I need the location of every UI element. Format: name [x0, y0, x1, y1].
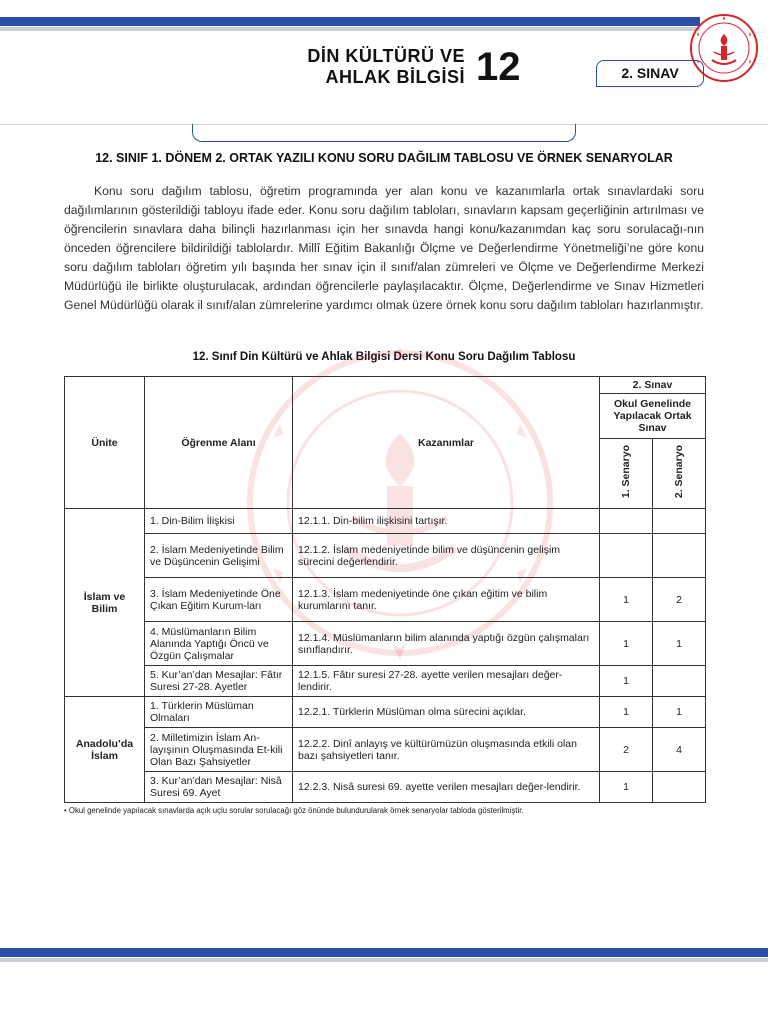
outcome-cell: 12.1.4. Müslümanların bilim alanında yaptığı özgün çalışmaları sınıflandırır. — [293, 622, 600, 666]
scenario-2-cell: 4 — [653, 728, 706, 772]
learning-area-cell: 1. Türklerin Müslüman Olmaları — [145, 697, 293, 728]
course-title-line1: DİN KÜLTÜRÜ VE — [307, 46, 465, 66]
table-row — [65, 578, 706, 622]
scenario-2-cell: 1 — [653, 622, 706, 666]
outcome-cell: 12.1.2. İslam medeniyetinde bilim ve düşüncenin gelişim sürecini değerlendirir. — [293, 534, 600, 578]
scenario-2-cell — [653, 509, 706, 534]
header-bracket-decoration — [192, 124, 576, 142]
outcome-cell: 12.2.2. Dinî anlayış ve kültürümüzün oluşmasında etkili olan bazı şahsiyetleri tanır. — [293, 728, 600, 772]
learning-area-cell: 3. Kur’an’dan Mesajlar: Nisâ Suresi 69. Ayet — [145, 772, 293, 803]
scenario-1-cell: 2 — [600, 728, 653, 772]
outcome-cell: 12.1.1. Din-bilim ilişkisini tartışır. — [293, 509, 600, 534]
header-scenario-1: 1. Senaryo — [600, 439, 653, 509]
learning-area-cell: 1. Din-Bilim İlişkisi — [145, 509, 293, 534]
exam-badge: 2. SINAV — [596, 60, 704, 87]
unit-name: İslam ve Bilim — [65, 509, 145, 697]
scenario-2-cell — [653, 534, 706, 578]
header-exam: 2. Sınav — [600, 377, 706, 394]
header-school-wide-exam: Okul Genelinde Yapılacak Ortak Sınav — [600, 394, 706, 439]
bottom-stripe-shadow — [0, 958, 768, 962]
distribution-table — [64, 376, 706, 803]
course-title-line2: AHLAK BİLGİSİ — [325, 67, 465, 87]
scenario-2-cell: 1 — [653, 697, 706, 728]
scenario-2-cell — [653, 666, 706, 697]
outcome-cell: 12.1.3. İslam medeniyetinde öne çıkan eğitim ve bilim kurumlarını tanır. — [293, 578, 600, 622]
table-row — [65, 534, 706, 578]
table-caption: 12. Sınıf Din Kültürü ve Ahlak Bilgisi Dersi Konu Soru Dağılım Tablosu — [192, 351, 576, 363]
table-row — [65, 728, 706, 772]
table-footnote: • Okul genelinde yapılacak sınavlarda açık uçlu sorular sorulacağı göz önünde bulundurularak örnek senaryolar tabloda gösterilmiştir. — [64, 806, 524, 815]
learning-area-cell: 3. İslam Medeniyetinde Öne Çıkan Eğitim Kurum-ları — [145, 578, 293, 622]
top-stripe-shadow — [0, 27, 700, 31]
top-stripe — [0, 17, 700, 26]
outcome-cell: 12.2.1. Türklerin Müslüman olma sürecini açıklar. — [293, 697, 600, 728]
scenario-2-cell: 2 — [653, 578, 706, 622]
learning-area-cell: 4. Müslümanların Bilim Alanında Yaptığı Öncü ve Özgün Çalışmalar — [145, 622, 293, 666]
header-unit: Ünite — [65, 377, 145, 509]
learning-area-cell: 5. Kur’an’dan Mesajlar: Fâtır Suresi 27-28. Ayetler — [145, 666, 293, 697]
scenario-1-cell: 1 — [600, 622, 653, 666]
scenario-1-cell — [600, 509, 653, 534]
header-scenario-2: 2. Senaryo — [653, 439, 706, 509]
bottom-stripe — [0, 948, 768, 957]
scenario-2-cell — [653, 772, 706, 803]
table-row — [65, 509, 706, 534]
outcome-cell: 12.1.5. Fâtır suresi 27-28. ayette verilen mesajları değer-lendirir. — [293, 666, 600, 697]
outcome-cell: 12.2.3. Nisâ suresi 69. ayette verilen mesajları değer-lendirir. — [293, 772, 600, 803]
grade-number: 12 — [476, 45, 521, 89]
document-heading: 12. SINIF 1. DÖNEM 2. ORTAK YAZILI KONU SORU DAĞILIM TABLOSU VE ÖRNEK SENARYOLAR — [95, 151, 673, 165]
scenario-1-cell: 1 — [600, 772, 653, 803]
table-row — [65, 697, 706, 728]
table-row — [65, 772, 706, 803]
scenario-1-cell: 1 — [600, 666, 653, 697]
learning-area-cell: 2. Milletimizin İslam An-layışının Oluşmasında Et-kili Olan Bazı Şahsiyetler — [145, 728, 293, 772]
table-row — [65, 622, 706, 666]
scenario-1-cell: 1 — [600, 697, 653, 728]
scenario-1-cell: 1 — [600, 578, 653, 622]
header-outcomes: Kazanımlar — [293, 377, 600, 509]
learning-area-cell: 2. İslam Medeniyetinde Bilim ve Düşüncenin Gelişimi — [145, 534, 293, 578]
scenario-1-cell — [600, 534, 653, 578]
intro-paragraph: Konu soru dağılım tablosu, öğretim programında yer alan konu ve kazanımlarla ortak sınavlardaki soru dağılımlarının gösterildiği tabloyu ifade eder. Konu soru dağılım tabloları, sınavların kapsam geçerliğinin artırılması ve öğrencilerin sınavlara daha bilinçli hazırlanması için her sınavda hangi konu/kazanımdan kaç soru sorulacağı-nın önceden öğrencilere bildirildiği tablolardır. Millî Eğitim Bakanlığı Ölçme ve Değerlendirme Yönetmeliği’ne göre konu soru dağılım tabloları öğretim yılı başında her sınav için il sınıf/alan zümreleri ve Ölçme ve Değerlendirme Merkezi Müdürlüğü ile birlikte oluşturulacak, ardından öğrencilerle paylaşılacaktır. Ölçme, Değerlendirme ve Sınav Hizmetleri Genel Müdürlüğü olarak il sınıf/alan zümrelerine yardımcı olmak üzere örnek konu soru dağılım tabloları hazırlanmıştır. — [64, 184, 704, 312]
table-row — [65, 666, 706, 697]
header-learning-area: Öğrenme Alanı — [145, 377, 293, 509]
course-title — [270, 46, 465, 88]
unit-name: Anadolu’da İslam — [65, 697, 145, 803]
